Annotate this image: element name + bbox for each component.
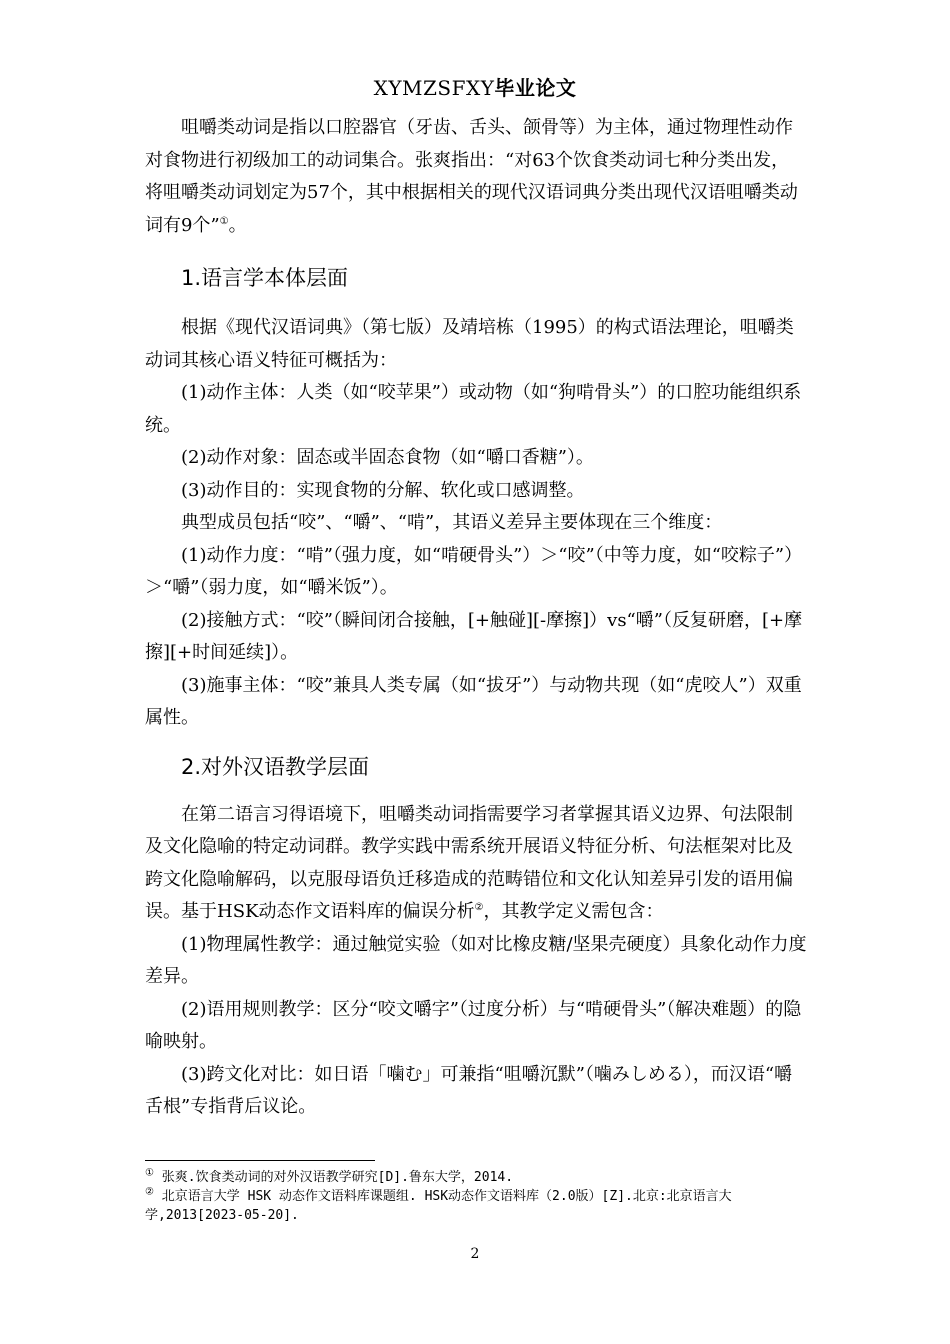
feature-item: (2)动作对象：固态或半固态食物（如“嚼口香糖”）。 <box>181 447 594 468</box>
footnotes <box>145 1168 807 1225</box>
footnote-mark: ① <box>145 1167 154 1179</box>
page-number: 2 <box>470 1246 480 1262</box>
dimension-item: (2)接触方式：“咬”（瞬间闭合接触，[+触碰][-摩擦]）vs“嚼”（反复研磨，[+摩擦][+时间延续]）。 <box>145 609 803 663</box>
footnote-ref-2[interactable]: ② <box>474 902 484 913</box>
teaching-item: (1)物理属性教学：通过触觉实验（如对比橡皮糖/坚果壳硬度）具象化动作力度差异。 <box>145 933 807 987</box>
header-title: 毕业论文 <box>494 76 577 100</box>
intro-text: 咀嚼类动词是指以口腔器官（牙齿、舌头、颌骨等）为主体，通过物理性动作对食物进行初级加工的动词集合。张爽指出：“对63个饮食类动词七种分类出发，将咀嚼类动词划定为57个，其中根据相关的现代汉语词典分类出现代汉语咀嚼类动词有9个” <box>145 117 798 236</box>
dimension-item: (1)动作力度：“啃”（强力度，如“啃硬骨头”）＞“咬”（中等力度，如“咬粽子”）＞“嚼”（弱力度，如“嚼米饭”）。 <box>145 544 803 598</box>
intro-end: 。 <box>228 214 247 236</box>
feature-item: (3)动作目的：实现食物的分解、软化或口感调整。 <box>181 479 585 501</box>
intro-paragraph <box>145 112 807 242</box>
footnote-text: 张爽.饮食类动词的对外汉语教学研究[D].鲁东大学，2014. <box>153 1170 514 1185</box>
footnote-2 <box>145 1187 807 1225</box>
page-header <box>0 72 950 101</box>
teaching-item: (2)语用规则教学：区分“咬文嚼字”（过度分析）与“啃硬骨头”（解决难题）的隐喻映射。 <box>145 998 802 1052</box>
section-heading-2: 2.对外汉语教学层面 <box>181 754 370 779</box>
footnote-text: 北京语言大学 HSK 动态作文语料库课题组. HSK动态作文语料库（2.0版）[Z].北京:北京语言大学,2013[2023-05-20]. <box>145 1189 732 1223</box>
footnote-divider <box>145 1160 375 1161</box>
footnote-1 <box>145 1168 807 1187</box>
members-paragraph: 典型成员包括“咬”、“嚼”、“啃”，其语义差异主要体现在三个维度： <box>181 512 723 533</box>
header-prefix: XYMZSFXY <box>373 76 495 100</box>
feature-item: (1)动作主体：人类（如“咬苹果”）或动物（如“狗啃骨头”）的口腔功能组织系统。 <box>145 382 802 436</box>
section1-lead: 根据《现代汉语词典》（第七版）及靖培栋（1995）的构式语法理论，咀嚼类动词其核心语义特征可概括为： <box>145 317 794 371</box>
footnote-ref-1[interactable]: ① <box>219 215 229 227</box>
section2-lead <box>145 799 807 929</box>
section-heading-1: 1.语言学本体层面 <box>181 266 349 290</box>
teaching-item: (3)跨文化对比：如日语「噛む」可兼指“咀嚼沉默”（噛みしめる），而汉语“嚼舌根”专指背后议论。 <box>145 1063 793 1117</box>
page-body <box>145 112 807 1124</box>
dimension-item: (3)施事主体：“咬”兼具人类专属（如“拔牙”）与动物共现（如“虎咬人”）双重属性。 <box>145 674 802 728</box>
section2-lead-text: 在第二语言习得语境下，咀嚼类动词指需要学习者掌握其语义边界、句法限制及文化隐喻的特定动词群。教学实践中需系统开展语义特征分析、句法框架对比及跨文化隐喻解码，以克服母语负迁移造成的范畴错位和文化认知差异引发的语用偏误。基于HSK动态作文语料库的偏误分析 <box>145 803 793 922</box>
section2-lead-end: ，其教学定义需包含： <box>483 901 664 922</box>
footnote-mark: ② <box>145 1186 154 1198</box>
